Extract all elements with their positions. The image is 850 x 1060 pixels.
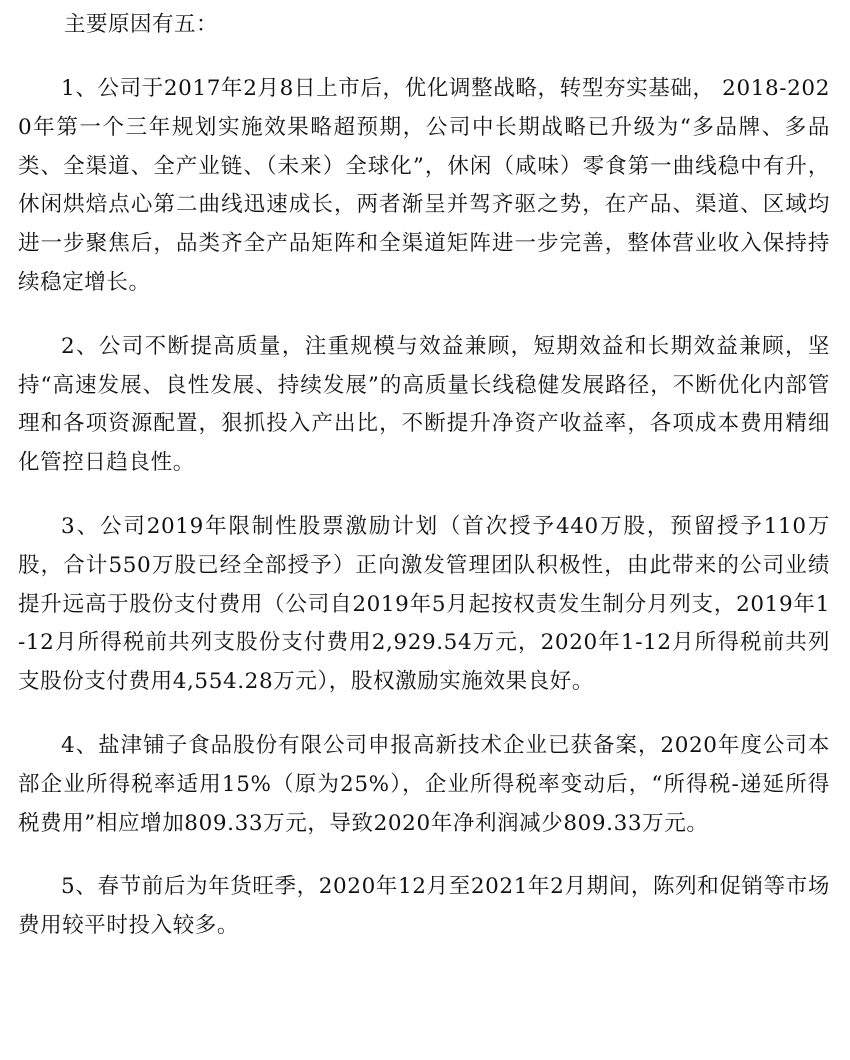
section-heading: 主要原因有五： — [64, 12, 219, 37]
reason-paragraph-4: 4、盐津铺子食品股份有限公司申报高新技术企业已获备案，2020年度公司本部企业所得税率适用15%（原为25%），企业所得税率变动后，“所得税-递延所得税费用”相应增加809.33万元，导致2020年净利润减少809.33万元。 — [18, 732, 830, 836]
reason-paragraph-3: 3、公司2019年限制性股票激励计划（首次授予440万股，预留授予110万股，合计550万股已经全部授予）正向激发管理团队积极性，由此带来的公司业绩提升远高于股份支付费用（公司自2019年5月起按权责发生制分月列支，2019年1-12月所得税前共列支股份支付费用2,929.54万元，2020年1-12月所得税前共列支股份支付费用4,554.28万元），股权激励实施效果良好。 — [18, 513, 830, 695]
reason-paragraph-5: 5、春节前后为年货旺季，2020年12月至2021年2月期间，陈列和促销等市场费用较平时投入较多。 — [18, 874, 830, 939]
reason-paragraph-2: 2、公司不断提高质量，注重规模与效益兼顾，短期效益和长期效益兼顾，坚持“高速发展、良性发展、持续发展”的高质量长线稳健发展路径，不断优化内部管理和各项资源配置，狠抓投入产出比，不断提升净资产收益率，各项成本费用精细化管控日趋良性。 — [18, 333, 830, 476]
reason-paragraph-1: 1、公司于2017年2月8日上市后，优化调整战略，转型夯实基础， 2018-2020年第一个三年规划实施效果略超预期，公司中长期战略已升级为“多品牌、多品类、全渠道、全产业链、（未来）全球化”，休闲（咸味）零食第一曲线稳中有升，休闲烘焙点心第二曲线迅速成长，两者渐呈并驾齐驱之势，在产品、渠道、区域均进一步聚焦后，品类齐全产品矩阵和全渠道矩阵进一步完善，整体营业收入保持持续稳定增长。 — [18, 76, 830, 295]
